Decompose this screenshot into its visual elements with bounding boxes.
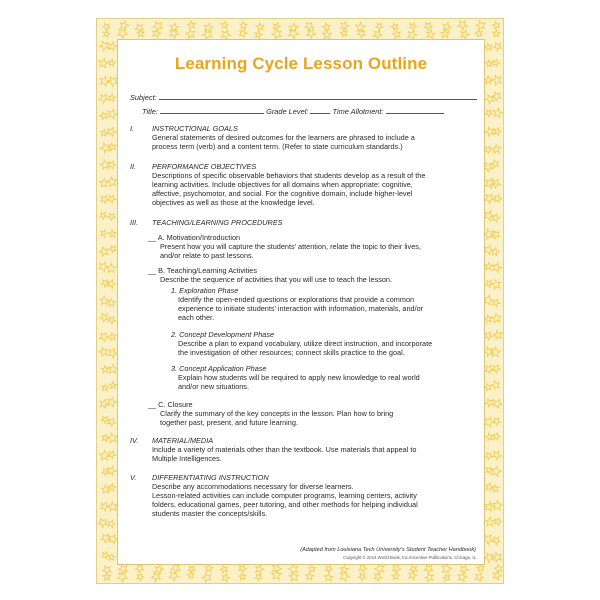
star-icon: [98, 518, 107, 527]
star-icon: [135, 564, 143, 572]
procedure-c-closure: [148, 400, 478, 427]
star-icon: [340, 565, 348, 573]
star-icon: [493, 43, 501, 51]
star-icon: [100, 502, 109, 511]
star-icon: [100, 313, 109, 322]
star-icon: [492, 22, 499, 29]
section-heading: TEACHING/LEARNING PROCEDURES: [152, 218, 283, 227]
star-icon: [205, 564, 213, 571]
title-line: [160, 106, 264, 114]
star-icon: [491, 160, 499, 168]
star-icon: [108, 109, 117, 119]
star-icon: [171, 564, 180, 573]
body-line: together past, present, and future learning.: [160, 418, 298, 427]
time-allotment-line: [386, 106, 444, 114]
star-icon: [494, 564, 502, 572]
star-icon: [100, 112, 107, 120]
star-icon: [256, 565, 264, 574]
star-icon: [325, 566, 332, 573]
subject-label: Subject:: [130, 93, 157, 102]
star-icon: [486, 483, 494, 491]
procedure-label: __ B. Teaching/Learning Activities: [148, 266, 257, 275]
star-icon: [109, 382, 116, 389]
body-line: Descriptions of specific observable behaviors that students develop as a result of the: [152, 171, 426, 180]
star-icon: [443, 23, 451, 32]
star-icon: [485, 194, 494, 203]
star-icon: [107, 127, 116, 136]
star-icon: [485, 110, 492, 117]
star-icon: [485, 263, 492, 270]
body-line: experience to initiate students’ interaction with information, materials, and/or: [178, 304, 424, 313]
star-icon: [341, 22, 349, 30]
star-icon: [100, 160, 109, 170]
grade-level-line: [310, 106, 330, 114]
star-icon: [155, 565, 163, 573]
star-icon: [135, 24, 143, 32]
star-icon: [256, 23, 264, 31]
subject-line: [159, 92, 477, 100]
star-icon: [425, 573, 433, 582]
star-icon: [103, 30, 110, 37]
star-icon: [494, 195, 501, 203]
star-icon: [239, 29, 247, 37]
star-icon: [108, 349, 117, 358]
section-heading: PERFORMANCE OBJECTIVES: [152, 162, 257, 171]
star-icon: [153, 29, 161, 37]
procedure-label: __ A. Motivation/Introduction: [148, 233, 241, 242]
body-line: Describe the sequence of activities that you will use to teach the lesson.: [160, 275, 393, 284]
section-number: V.: [130, 473, 137, 482]
star-icon: [108, 230, 116, 237]
adapted-credit: (Adapted from Louisiana Tech University’s Student Teacher Handbook): [300, 547, 476, 553]
star-icon: [240, 22, 247, 29]
star-icon: [486, 467, 493, 474]
title-field[interactable]: [142, 106, 444, 116]
star-icon: [477, 564, 484, 571]
star-icon: [391, 23, 398, 30]
body-line: process term (verb) and a content term. (Refer to state curriculum standards.): [152, 142, 403, 151]
star-icon: [358, 573, 366, 580]
star-icon: [151, 572, 160, 581]
star-icon: [374, 573, 382, 581]
phase-concept-development: [171, 330, 481, 357]
star-icon: [322, 30, 331, 39]
star-icon: [272, 564, 281, 574]
phase-exploration: [171, 286, 481, 322]
phase-label: 2. Concept Development Phase: [171, 330, 275, 339]
time-allotment-label: Time Allotment:: [332, 107, 384, 116]
star-icon: [272, 29, 282, 39]
star-icon: [109, 246, 116, 253]
section-differentiating-instruction: [130, 473, 480, 518]
star-icon: [485, 332, 493, 340]
star-icon: [108, 520, 115, 528]
body-line: Lesson-related activities can include computer programs, learning centers, activity: [152, 491, 417, 500]
star-icon: [493, 108, 502, 117]
body-line: learning activities. Include objectives for all domains when appropriate: cognitive,: [152, 180, 413, 189]
section-teaching-procedures: [130, 218, 480, 227]
star-icon: [108, 553, 115, 560]
star-icon: [410, 23, 417, 30]
body-line: Explain how students will be required to apply new knowledge to real world: [178, 373, 420, 382]
star-icon: [475, 30, 482, 37]
procedure-label: __ C. Closure: [148, 400, 193, 409]
star-icon: [357, 30, 365, 38]
star-icon: [222, 574, 230, 582]
star-icon: [273, 23, 280, 30]
star-icon: [492, 75, 502, 85]
star-icon: [323, 23, 331, 31]
star-icon: [460, 566, 468, 574]
star-icon: [393, 564, 401, 573]
star-icon: [484, 245, 493, 254]
body-line: and/or new situations.: [178, 382, 249, 391]
body-line: Describe a plan to expand vocabulary, utilize direct instruction, and incorporate: [178, 339, 433, 348]
star-icon: [170, 29, 179, 38]
section-heading: MATERIAL/MEDIA: [152, 436, 214, 445]
star-icon: [288, 564, 298, 574]
star-icon: [137, 30, 144, 37]
star-icon: [340, 29, 347, 36]
section-instructional-goals: [130, 124, 480, 151]
star-icon: [485, 453, 492, 460]
phase-label: 1. Exploration Phase: [171, 286, 239, 295]
star-icon: [220, 565, 227, 573]
star-icon: [108, 333, 115, 340]
star-icon: [493, 30, 500, 37]
star-icon: [485, 95, 494, 104]
star-icon: [255, 31, 262, 38]
star-icon: [108, 213, 115, 220]
copyright-notice: Copyright © 2014 World Book, Inc./Incentive Publications, Chicago, IL: [342, 555, 476, 560]
star-icon: [106, 263, 116, 272]
star-icon: [101, 416, 108, 423]
star-icon: [308, 565, 315, 572]
star-icon: [102, 552, 109, 559]
star-icon: [486, 280, 493, 287]
star-icon: [485, 517, 494, 526]
star-icon: [102, 384, 109, 391]
star-icon: [289, 572, 298, 581]
star-icon: [118, 29, 128, 39]
star-icon: [100, 179, 109, 187]
phase-label: 3. Concept Application Phase: [171, 364, 267, 373]
star-icon: [108, 280, 116, 288]
star-icon: [169, 571, 179, 581]
star-icon: [103, 23, 110, 30]
procedure-b-activities: [148, 266, 478, 284]
star-icon: [118, 564, 127, 573]
worksheet-page: [96, 18, 504, 584]
star-icon: [493, 59, 500, 66]
star-icon: [484, 384, 491, 391]
star-icon: [120, 21, 128, 30]
star-icon: [108, 484, 116, 491]
subject-field[interactable]: [130, 92, 477, 102]
star-icon: [188, 21, 196, 29]
star-icon: [100, 296, 109, 304]
body-line: objectives as well as those at the knowledge level.: [152, 198, 315, 207]
star-icon: [492, 214, 500, 222]
star-icon: [485, 417, 495, 427]
star-icon: [492, 500, 502, 510]
star-icon: [476, 21, 485, 30]
star-icon: [461, 30, 469, 39]
star-icon: [493, 553, 502, 562]
star-icon: [107, 433, 117, 443]
body-line: the investigation of other resources; connect skills practice to the goal.: [178, 348, 405, 357]
star-icon: [239, 573, 246, 580]
body-line: Describe any accommodations necessary for diverse learners.: [152, 482, 354, 491]
section-number: I.: [130, 124, 135, 133]
star-icon: [492, 145, 501, 154]
star-icon: [221, 21, 228, 28]
star-icon: [492, 313, 502, 322]
section-number: II.: [130, 162, 137, 171]
star-icon: [99, 333, 108, 342]
star-icon: [493, 418, 501, 425]
body-line: folders, educational games, peer tutoring, and other methods for helping individual: [152, 500, 418, 509]
star-icon: [484, 553, 493, 562]
star-icon: [99, 247, 108, 256]
body-line: and/or relate to past lessons.: [160, 251, 254, 260]
star-icon: [107, 466, 116, 475]
star-icon: [486, 60, 493, 67]
section-material-media: [130, 436, 480, 463]
star-icon: [493, 263, 502, 272]
star-icon: [424, 565, 433, 573]
star-icon: [255, 574, 262, 581]
section-number: IV.: [130, 436, 139, 445]
star-icon: [443, 574, 450, 581]
page-title: Learning Cycle Lesson Outline: [174, 54, 428, 73]
star-icon: [373, 30, 382, 39]
star-icon: [307, 29, 316, 38]
star-icon: [484, 76, 492, 84]
body-line: each other.: [178, 313, 215, 322]
star-icon: [202, 573, 211, 582]
star-icon: [100, 76, 109, 85]
star-icon: [491, 466, 501, 476]
content-area: [117, 39, 485, 565]
star-icon: [375, 564, 384, 574]
star-icon: [108, 42, 116, 50]
body-line: students master the concepts/skills.: [152, 509, 268, 518]
phase-concept-application: [171, 364, 481, 391]
star-icon: [108, 502, 118, 511]
star-icon: [492, 365, 500, 373]
star-icon: [458, 21, 468, 30]
star-icon: [495, 518, 502, 525]
star-icon: [492, 451, 501, 459]
star-icon: [100, 450, 110, 460]
star-icon: [99, 59, 108, 68]
star-icon: [108, 317, 115, 324]
star-icon: [426, 30, 435, 39]
star-icon: [99, 95, 108, 103]
body-line: Include a variety of materials other than the textbook. Use materials that appeal to: [152, 445, 417, 454]
star-icon: [100, 212, 107, 219]
body-line: Present how you will capture the students’ attention, relate the topic to their lives,: [160, 242, 421, 251]
star-icon: [108, 161, 116, 169]
section-heading: INSTRUCTIONAL GOALS: [152, 124, 238, 133]
star-icon: [486, 433, 493, 440]
star-icon: [485, 399, 493, 407]
body-line: Clarify the summary of the key concepts in the lesson. Plan how to bring: [160, 409, 394, 418]
star-icon: [103, 566, 112, 574]
star-icon: [491, 381, 499, 389]
star-icon: [493, 399, 502, 408]
star-icon: [107, 397, 116, 406]
section-number: III.: [130, 218, 139, 227]
star-icon: [187, 572, 194, 579]
section-heading: DIFFERENTIATING INSTRUCTION: [152, 473, 269, 482]
body-line: Multiple Intelligences.: [152, 454, 222, 463]
star-icon: [101, 129, 108, 136]
star-icon: [493, 433, 500, 440]
star-icon: [491, 248, 499, 256]
star-icon: [101, 230, 108, 237]
star-icon: [289, 28, 299, 38]
star-icon: [99, 347, 108, 356]
star-icon: [305, 22, 313, 30]
star-icon: [107, 418, 115, 426]
star-icon: [100, 399, 108, 408]
star-icon: [108, 195, 116, 203]
star-icon: [484, 229, 494, 239]
star-icon: [458, 572, 467, 581]
procedure-a-motivation: [148, 233, 478, 260]
star-icon: [99, 41, 108, 50]
star-icon: [484, 43, 491, 51]
body-line: affective, psychomotor, and social. For the cognitive domain, include higher-level: [152, 189, 413, 198]
star-icon: [493, 299, 500, 307]
body-line: General statements of desired outcomes for the learners are phrased to include a: [152, 133, 415, 142]
star-icon: [108, 451, 116, 459]
star-icon: [239, 565, 247, 573]
star-icon: [108, 94, 115, 101]
star-icon: [101, 196, 109, 204]
star-icon: [485, 315, 492, 322]
star-icon: [393, 30, 401, 38]
star-icon: [492, 92, 501, 100]
star-icon: [485, 365, 493, 373]
star-icon: [484, 146, 492, 153]
star-icon: [359, 564, 367, 572]
star-icon: [485, 127, 494, 136]
star-icon: [306, 572, 314, 580]
star-icon: [101, 143, 111, 153]
section-performance-objectives: [130, 162, 480, 207]
star-icon: [188, 566, 195, 573]
star-icon: [392, 572, 399, 579]
star-icon: [410, 566, 418, 574]
star-icon: [376, 23, 383, 30]
grade-level-label: Grade Level:: [266, 107, 309, 116]
star-icon: [484, 295, 493, 305]
star-icon: [493, 330, 502, 339]
title-label: Title:: [142, 107, 158, 116]
star-icon: [475, 573, 483, 582]
body-line: Identify the open-ended questions or explorations that provide a common: [178, 295, 415, 304]
star-icon: [494, 128, 501, 135]
star-icon: [107, 177, 117, 187]
star-icon: [137, 574, 144, 581]
star-icon: [109, 59, 116, 66]
star-icon: [325, 573, 333, 581]
star-icon: [186, 29, 195, 38]
